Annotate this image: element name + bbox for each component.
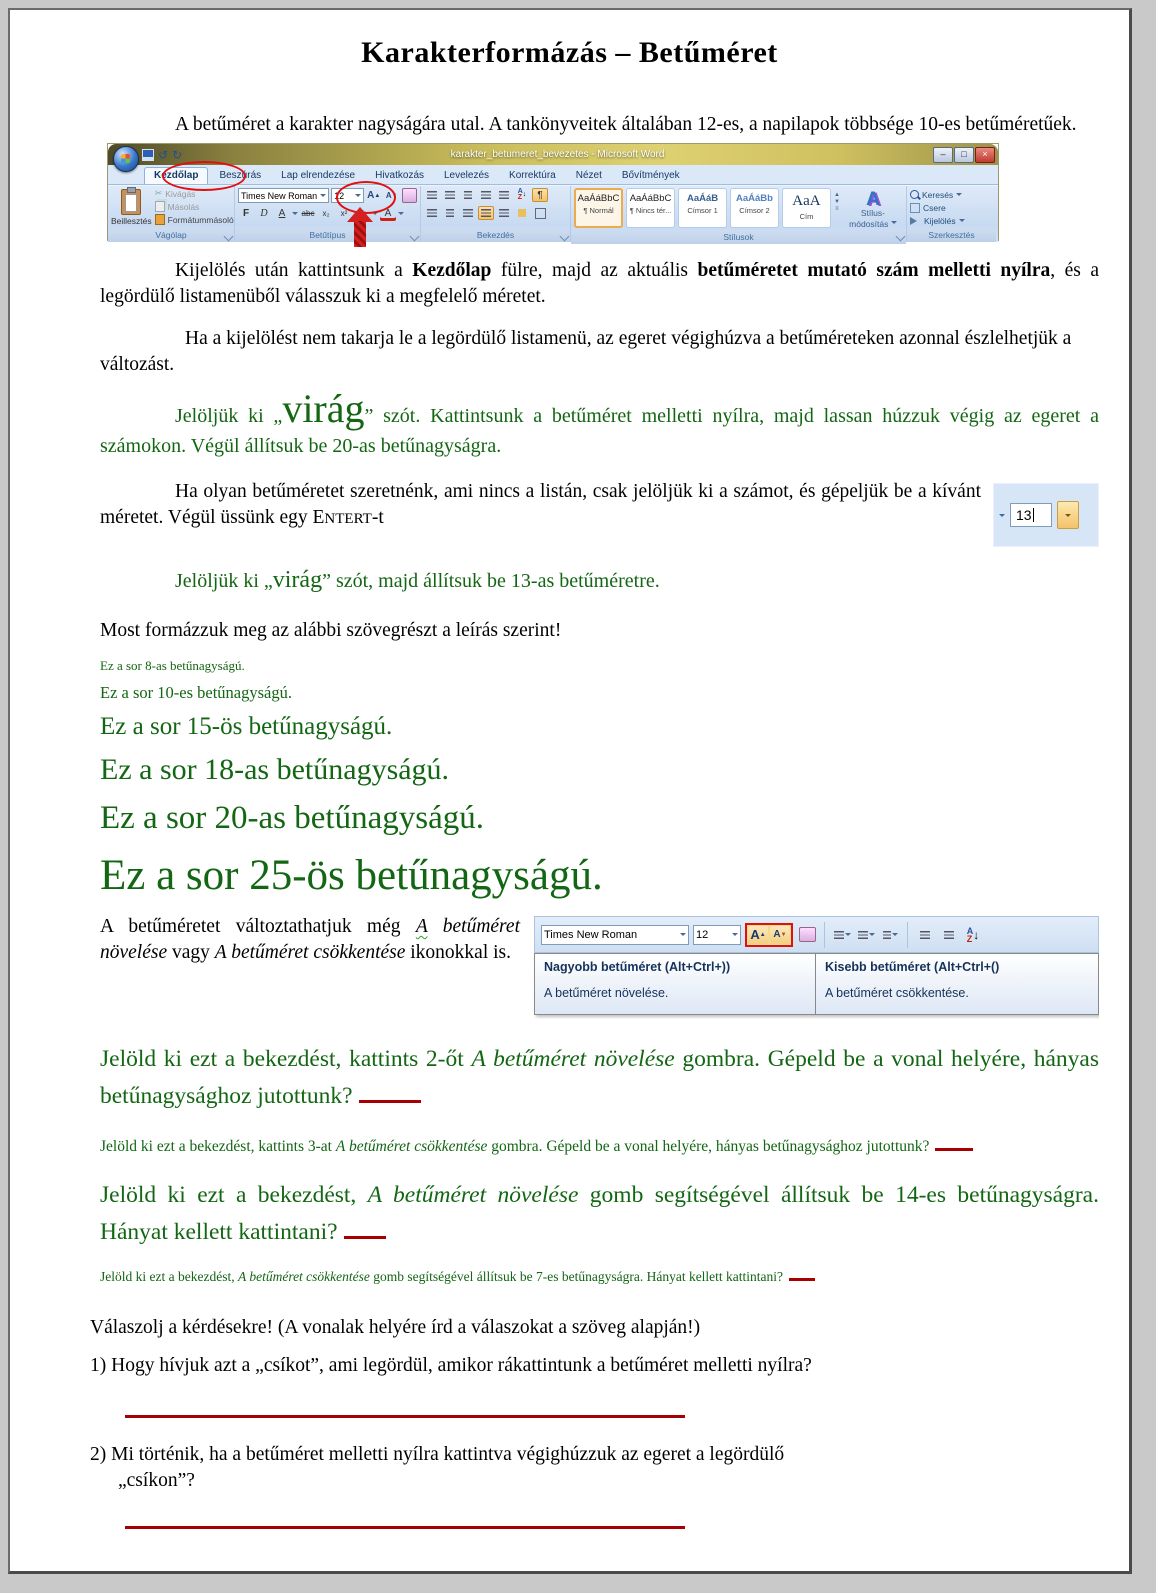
replace-button[interactable] [910, 201, 993, 214]
tooltip-description: A betűméret csökkentése. [825, 986, 969, 1000]
grow-font-button[interactable]: A ▲ [748, 926, 768, 944]
styles-group [571, 186, 907, 242]
font-size-value: 13 [1016, 507, 1032, 523]
paragraph-group [421, 186, 571, 242]
tooltip-title: Kisebb betűméret (Alt+Ctrl+() [825, 960, 1000, 974]
close-button[interactable]: × [975, 147, 995, 163]
p8-text: A betűméretet változtathatjuk még [100, 916, 416, 937]
numbered-list-icon [858, 931, 868, 939]
grow-shrink-block [100, 914, 1099, 1019]
editing-group-label: Szerkesztés [907, 229, 996, 242]
decrease-indent-button[interactable] [478, 188, 494, 202]
answer-blank[interactable] [359, 1100, 421, 1103]
font-size-value: 12 [696, 928, 709, 941]
shrink-font-button[interactable]: A ▼ [770, 926, 790, 944]
clear-formatting-icon[interactable] [402, 188, 417, 203]
indent-icon [944, 931, 954, 939]
underline-button[interactable]: A [278, 208, 286, 219]
p2-text: , és a legördülő listamenüből válasszuk ki a megfelelő méretet. [100, 260, 1100, 307]
paragraph-3: Ha a kijelölést nem takarja le a legördülő listamenü, az egeret végighúzva a betűméreteken azonnal észlelhetjük a változást. [100, 328, 1072, 375]
select-cursor-icon [910, 217, 921, 225]
task-1 [100, 1041, 1099, 1115]
page-title: Karakterformázás – Betűméret [361, 36, 778, 69]
style-label: Cím [799, 212, 814, 221]
indent-icon [499, 191, 509, 199]
tab-kezdolap[interactable]: Kezdőlap [144, 167, 208, 184]
style-preview: AaÁáBb [736, 193, 773, 204]
p2-text: Kijelölés után kattintsunk a [175, 260, 413, 281]
sample-line-15: Ez a sor 15-ös betűnagyságú. [100, 713, 393, 740]
multilevel-list-button[interactable] [880, 925, 900, 945]
answer-blank[interactable] [789, 1278, 815, 1281]
chevron-down-icon [956, 193, 962, 199]
task1-italic: A betűméret növelése [471, 1046, 675, 1072]
save-icon[interactable] [142, 149, 154, 161]
chevron-down-icon [680, 933, 686, 939]
superscript-button[interactable]: x² [340, 209, 348, 218]
gallery-expand-icon: ≡ [835, 206, 839, 212]
task-4 [100, 1267, 1099, 1287]
font-group-label: Betűtípus [235, 229, 420, 242]
numbering-button[interactable] [442, 188, 458, 202]
shading-icon [518, 209, 526, 217]
tooltip-grow-font [534, 953, 816, 1015]
p2-text: fülre, majd az aktuális [491, 260, 698, 281]
task4-italic: A betűméret csökkentése [237, 1269, 370, 1284]
p8-text: ikonokkal is. [405, 942, 512, 963]
sort-button[interactable] [514, 188, 530, 202]
p5-text: Ha olyan betűméretet szeretnénk, ami nincs a listán, csak jelöljük ki a számot, és gépeljük be a kívánt méretet. Végül üssünk egy [100, 481, 981, 528]
font-color-button[interactable]: A [380, 206, 396, 221]
p8-text: vagy [167, 942, 215, 963]
p6-virag: virág [272, 567, 323, 593]
align-center-button[interactable] [442, 206, 458, 220]
show-paragraph-marks-button[interactable] [532, 188, 548, 202]
scroll-down-icon: ▼ [833, 199, 840, 205]
window-title: karakter_betumeret_bevezetes - Microsoft Word [450, 149, 665, 160]
find-label: Keresés [922, 189, 954, 200]
change-styles-label: Stílus-módosítás [849, 208, 889, 229]
tab-hivatkozas[interactable]: Hivatkozás [375, 170, 424, 181]
paragraph-virag-20 [100, 386, 1100, 461]
office-button[interactable] [113, 146, 139, 172]
numbered-list-icon [445, 191, 455, 199]
style-label: Címsor 2 [739, 206, 770, 215]
align-right-button[interactable] [460, 206, 476, 220]
bullets-button[interactable] [424, 188, 440, 202]
window-controls [933, 147, 995, 163]
clipboard-group [108, 186, 235, 242]
task4-text: Jelöld ki ezt a bekezdést, [100, 1269, 238, 1284]
task4-text: gomb segítségével állítsuk be 7-es betűnagyságra. Hányat kellett kattintani? [369, 1269, 784, 1284]
chevron-down-icon [292, 212, 298, 218]
clear-formatting-icon [799, 927, 816, 942]
minimize-button[interactable]: – [933, 147, 953, 163]
p4-virag-large: virág [282, 386, 365, 431]
subscript-button[interactable]: x₂ [322, 209, 330, 218]
clipboard-group-label: Vágólap [108, 229, 234, 242]
separator [824, 922, 825, 948]
chevron-down-icon [891, 221, 897, 227]
sample-line-25: Ez a sor 25-ös betűnagyságú. [100, 852, 603, 899]
p8-italic-grow: betűméret növelése [100, 916, 520, 963]
chevron-down-icon [398, 212, 404, 218]
bullet-list-icon [834, 931, 844, 939]
task2-text: gombra. Gépeld be a vonal helyére, hányas betűnagysághoz jutottunk? [487, 1138, 930, 1155]
paste-label: Beillesztés [111, 216, 152, 226]
question-2 [90, 1442, 1099, 1494]
align-left-button[interactable] [424, 206, 440, 220]
p5-enter-smallcaps: NTERT [324, 511, 372, 527]
p8-italic-a: A [415, 916, 428, 937]
mini-font-toolbar [534, 916, 1099, 953]
sort-az-icon: A Z ↓ [966, 925, 980, 944]
scroll-up-icon: ▲ [833, 192, 840, 198]
p6-text: Jelöljük ki „ [175, 570, 273, 592]
font-name-value: Times New Roman [241, 190, 318, 201]
copy-button[interactable] [155, 201, 234, 212]
red-ellipse-annotation-tab [162, 161, 246, 191]
tab-beszuras[interactable]: Beszúrás [219, 170, 262, 181]
chevron-down-icon [1065, 514, 1071, 520]
style-preview: AaA [792, 193, 821, 209]
styles-scrollbar[interactable] [834, 188, 840, 212]
task1-text: gombra. Gépeld be a vonal helyére, hányas betűnagysághoz jutottunk? [100, 1046, 1099, 1109]
question-2-line1: 2) Mi történik, ha a betűméret melletti nyílra kattintva végighúzzuk az egeret a legördülő [90, 1444, 785, 1465]
format-instruction: Most formázzuk meg az alábbi szövegrészt a leírás szerint! [100, 620, 562, 641]
borders-button[interactable] [532, 206, 548, 220]
tab-lap-elrendezese[interactable]: Lap elrendezése [281, 170, 356, 181]
p5-enter-cap: E [312, 507, 325, 528]
p2-bold-kezdolap: Kezdőlap [412, 260, 492, 281]
shrink-font-button[interactable]: A ▼ [385, 191, 398, 200]
strikethrough-button[interactable]: abc [301, 209, 315, 218]
intro-paragraph: A betűméret a karakter nagyságára utal. A tankönyveitek általában 12-es, a napilapok többsége 10-es betűméretűek. [175, 114, 1077, 135]
replace-label: Csere [923, 202, 946, 213]
chevron-down-icon [732, 933, 738, 939]
select-label: Kijelölés [924, 215, 956, 226]
align-right-icon [463, 209, 473, 217]
style-normal[interactable] [574, 188, 623, 228]
answer-blank[interactable] [344, 1236, 386, 1239]
task-3 [100, 1177, 1099, 1251]
answer-line-1[interactable] [125, 1415, 685, 1418]
p2-bold-arrow: betűméretet mutató szám melletti nyílra [697, 260, 1051, 281]
paragraph-virag-13 [100, 567, 1099, 594]
multilevel-list-icon [883, 931, 891, 939]
font-size-input[interactable] [1010, 503, 1052, 527]
font-name-combo[interactable] [238, 188, 329, 203]
borders-icon [535, 208, 546, 219]
questions-intro: Válaszolj a kérdésekre! (A vonalak helyére írd a válaszokat a szöveg alapján!) [90, 1317, 701, 1338]
maximize-button[interactable]: □ [954, 147, 974, 163]
paragraph-5-block [100, 479, 1099, 551]
format-painter-label: Formátummásoló [167, 214, 234, 225]
clear-formatting-button[interactable] [797, 925, 817, 945]
style-label: ¶ Normál [583, 206, 614, 215]
cut-label: Kivágás [165, 188, 196, 199]
word-ribbon-screenshot [108, 144, 998, 240]
separator [907, 922, 908, 948]
line-spacing-icon [499, 209, 509, 217]
search-icon [910, 190, 919, 199]
font-size-combo[interactable] [693, 925, 741, 945]
tab-levelezes[interactable]: Levelezés [444, 170, 490, 181]
chevron-down-icon [999, 514, 1005, 520]
find-button[interactable] [910, 188, 993, 201]
sort-az-icon: A Z ↓ [517, 188, 527, 201]
change-styles-button[interactable] [843, 188, 903, 229]
redo-icon[interactable]: ↻ [172, 147, 183, 162]
question-1: 1) Hogy hívjuk azt a „csíkot”, ami legördül, amikor rákattintunk a betűméret melletti nyílra? [90, 1355, 812, 1376]
increase-indent-button[interactable] [496, 188, 512, 202]
outdent-icon [481, 191, 491, 199]
tab-bovitmenyek[interactable]: Bővítmények [621, 170, 680, 181]
bold-button[interactable]: F [242, 208, 250, 219]
styles-group-label: Stílusok [571, 231, 906, 244]
text-cursor [1033, 508, 1034, 522]
red-box-annotation [745, 923, 793, 947]
style-preview: AaÁáB [686, 193, 719, 204]
outdent-icon [920, 931, 930, 939]
shading-button[interactable] [514, 206, 530, 220]
task2-italic: A betűméret csökkentése [335, 1138, 488, 1155]
chevron-down-icon [320, 194, 326, 200]
copy-icon [155, 201, 165, 212]
multilevel-list-icon [464, 191, 472, 199]
style-no-spacing[interactable] [626, 188, 675, 228]
task-2 [100, 1135, 1099, 1159]
style-heading1[interactable] [678, 188, 727, 228]
word-toolbar-screenshot [534, 916, 1099, 1015]
style-title[interactable] [782, 188, 831, 228]
change-styles-icon: A [866, 189, 880, 210]
sort-button[interactable] [963, 925, 983, 945]
sample-line-20: Ez a sor 20-as betűnagyságú. [100, 800, 484, 836]
sample-line-8: Ez a sor 8-as betűnagyságú. [100, 658, 245, 673]
chevron-down-icon [845, 933, 851, 939]
tooltip-shrink-font [816, 953, 1099, 1015]
bullets-button[interactable] [832, 925, 852, 945]
p4-text: ” szót. Kattintsunk a betűméret melletti nyílra, majd lassan húzzuk végig az egeret a számokon. Végül állítsuk be 20-as betűnagyságra. [100, 405, 1100, 457]
paragraph-group-label: Bekezdés [421, 229, 570, 242]
align-left-icon [427, 209, 437, 217]
tooltips-row [534, 953, 1099, 1015]
ribbon-groups [108, 185, 998, 242]
scissors-icon: ✂ [154, 188, 163, 198]
chevron-down-icon [892, 933, 898, 939]
style-heading2[interactable] [730, 188, 779, 228]
worksheet-page [8, 8, 1132, 1574]
align-center-icon [446, 209, 454, 217]
format-painter-button[interactable] [155, 214, 234, 225]
italic-button[interactable]: D [260, 208, 268, 219]
tooltip-description: A betűméret növelése. [544, 986, 669, 1000]
task2-text: Jelöld ki ezt a bekezdést, kattints 3-at [100, 1138, 336, 1155]
chevron-down-icon [869, 933, 875, 939]
style-preview: AaÁáBbC [577, 193, 620, 204]
undo-icon[interactable]: ↺ [158, 147, 169, 162]
p5-text: -t [371, 507, 384, 528]
task3-italic: A betűméret növelése [367, 1182, 579, 1208]
style-label: Címsor 1 [687, 206, 718, 215]
style-label: ¶ Nincs tér... [629, 206, 672, 215]
select-button[interactable] [910, 214, 993, 227]
task3-text: Jelöld ki ezt a bekezdést, [100, 1182, 368, 1208]
grow-font-button[interactable]: A ▲ [367, 190, 381, 201]
tooltip-title: Nagyobb betűméret (Alt+Ctrl+)) [544, 960, 731, 974]
p4-text: Jelöljük ki „ [175, 405, 283, 427]
task3-text: gomb segítségével állítsuk be 14-es betűnagyságra. Hányat kellett kattintani? [100, 1182, 1099, 1245]
replace-icon [910, 203, 920, 213]
font-size-spinner-screenshot [993, 483, 1099, 547]
decrease-indent-button[interactable] [915, 925, 935, 945]
quick-access-toolbar [142, 149, 182, 161]
paragraph-5 [100, 479, 1099, 532]
paragraph-2 [100, 258, 1099, 310]
font-name-combo[interactable] [541, 925, 689, 945]
question-2-line2: „csíkon”? [118, 1470, 195, 1491]
tab-nezet[interactable]: Nézet [575, 170, 602, 181]
chevron-down-icon [959, 219, 965, 225]
font-name-value: Times New Roman [544, 928, 638, 941]
tab-korrektura[interactable]: Korrektúra [509, 170, 556, 181]
sample-line-18: Ez a sor 18-as betűnagyságú. [100, 753, 450, 786]
answer-blank[interactable] [935, 1148, 973, 1151]
copy-label: Másolás [167, 201, 200, 212]
pilcrow-icon: ¶ [537, 189, 543, 201]
editing-group [907, 186, 996, 242]
sample-line-10: Ez a sor 10-es betűnagyságú. [100, 683, 292, 702]
multilevel-list-button[interactable] [460, 188, 476, 202]
red-arrow-annotation [347, 207, 373, 247]
clipboard-icon [121, 189, 141, 215]
p6-text: ” szót, majd állítsuk be 13-as betűméretre. [322, 570, 660, 592]
font-size-value: 12 [334, 190, 345, 201]
bullet-list-icon [427, 191, 437, 199]
format-painter-icon [155, 214, 165, 225]
window-titlebar [108, 144, 998, 165]
increase-indent-button[interactable] [939, 925, 959, 945]
size-dropdown-button[interactable] [1057, 501, 1079, 529]
paste-button[interactable] [111, 188, 152, 227]
answer-line-2[interactable] [125, 1526, 685, 1529]
justify-icon [481, 209, 491, 217]
justify-button[interactable] [478, 206, 494, 220]
style-preview: AaÁáBbC [629, 193, 672, 204]
highlight-button[interactable]: ab [354, 206, 370, 221]
task1-text: Jelöld ki ezt a bekezdést, kattints 2-őt [100, 1046, 472, 1072]
line-spacing-button[interactable] [496, 206, 512, 220]
numbering-button[interactable] [856, 925, 876, 945]
p8-italic-shrink: A betűméret csökkentése [214, 942, 406, 963]
